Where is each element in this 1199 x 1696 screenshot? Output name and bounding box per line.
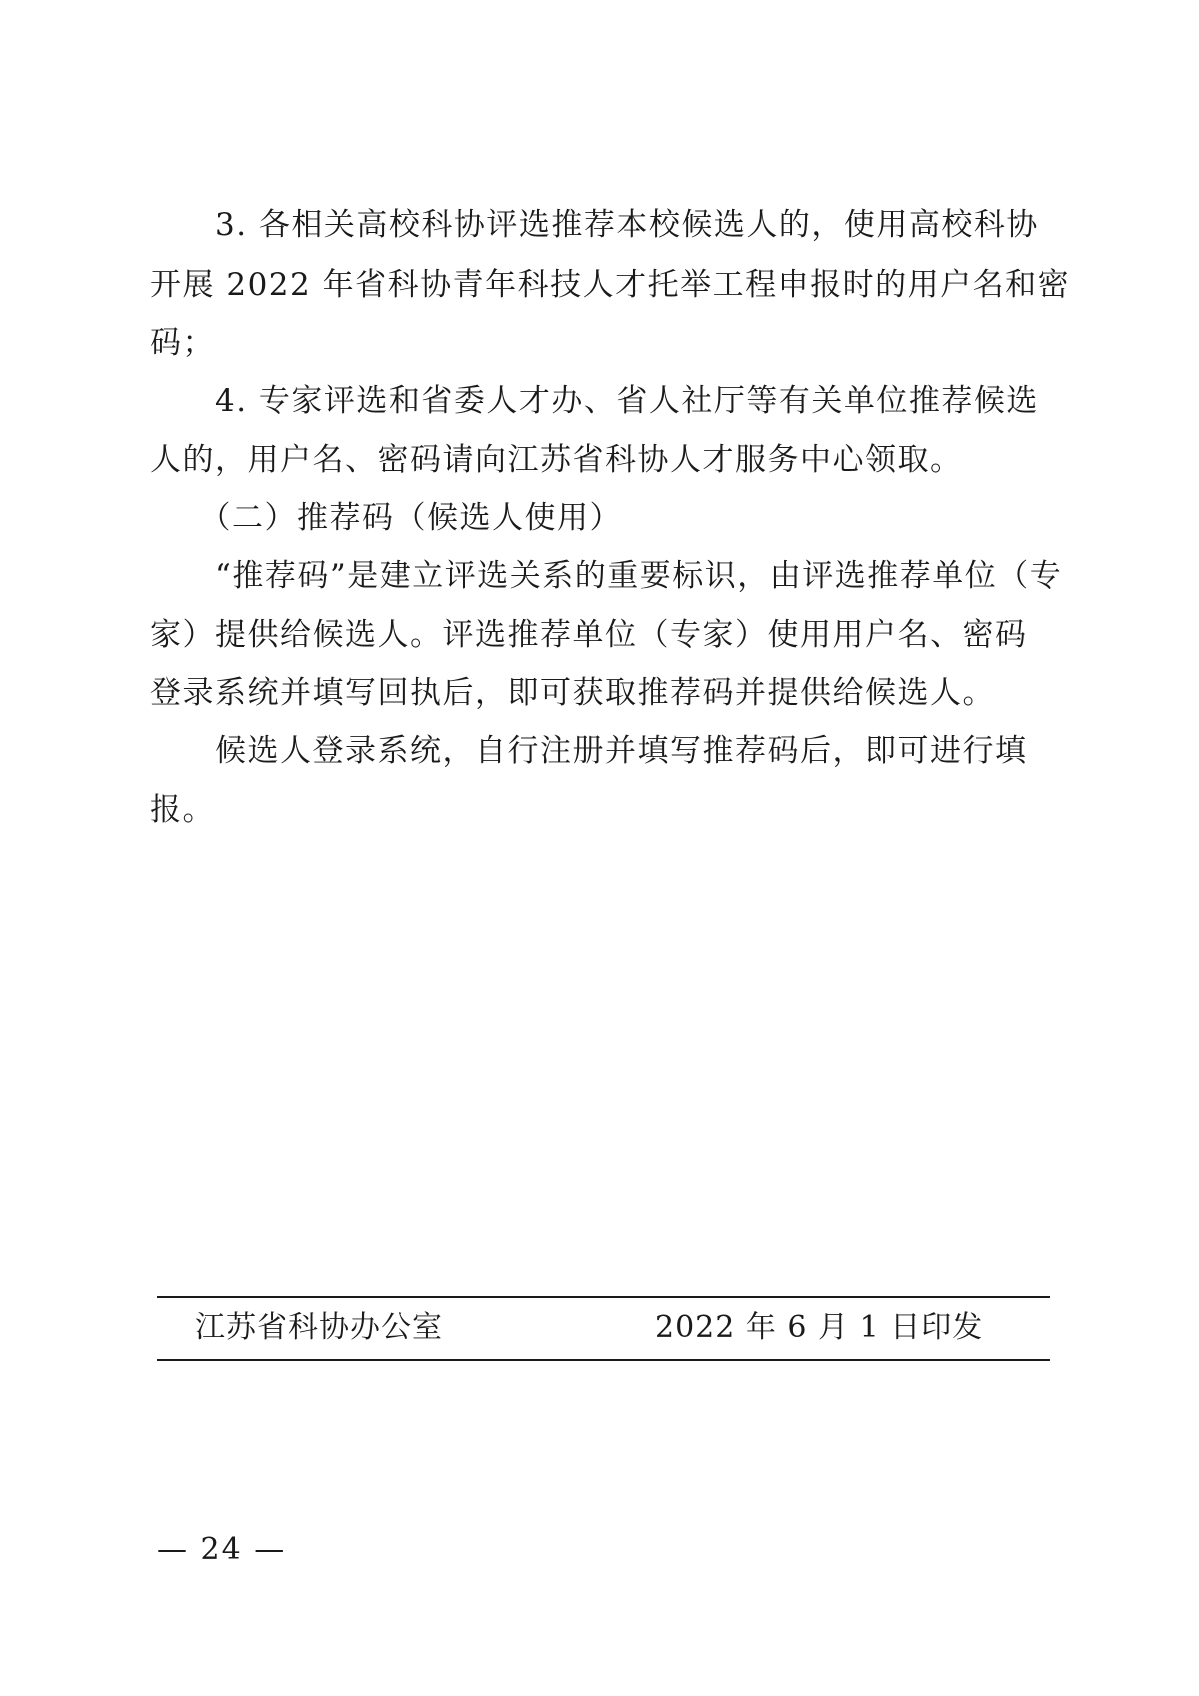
- body-line-1: 3. 各相关高校科协评选推荐本校候选人的，使用高校科协: [150, 207, 1039, 243]
- body-line-5: 人的，用户名、密码请向江苏省科协人才服务中心领取。: [150, 442, 963, 478]
- body-line-9: 登录系统并填写回执后，即可获取推荐码并提供给候选人。: [150, 675, 995, 711]
- body-line-3: 码；: [150, 325, 215, 361]
- body-line-10: 候选人登录系统，自行注册并填写推荐码后，即可进行填: [150, 733, 1028, 769]
- footer-issuer: 江苏省科协办公室: [195, 1310, 443, 1345]
- body-line-7: “推荐码”是建立评选关系的重要标识，由评选推荐单位（专: [150, 558, 1063, 594]
- body-line-4: 4. 专家评选和省委人才办、省人社厅等有关单位推荐候选: [150, 383, 1039, 419]
- body-line-2: 开展 2022 年省科协青年科技人才托举工程申报时的用户名和密: [150, 267, 1071, 303]
- footer-top-rule: [157, 1296, 1050, 1298]
- section-heading: （二）推荐码（候选人使用）: [150, 500, 622, 536]
- footer-issue-date: 2022 年 6 月 1 日印发: [655, 1310, 984, 1345]
- body-line-8: 家）提供给候选人。评选推荐单位（专家）使用用户名、密码: [150, 617, 1028, 653]
- footer-bottom-rule: [157, 1359, 1050, 1361]
- page-number: — 24 —: [157, 1532, 287, 1567]
- body-line-11: 报。: [150, 792, 215, 828]
